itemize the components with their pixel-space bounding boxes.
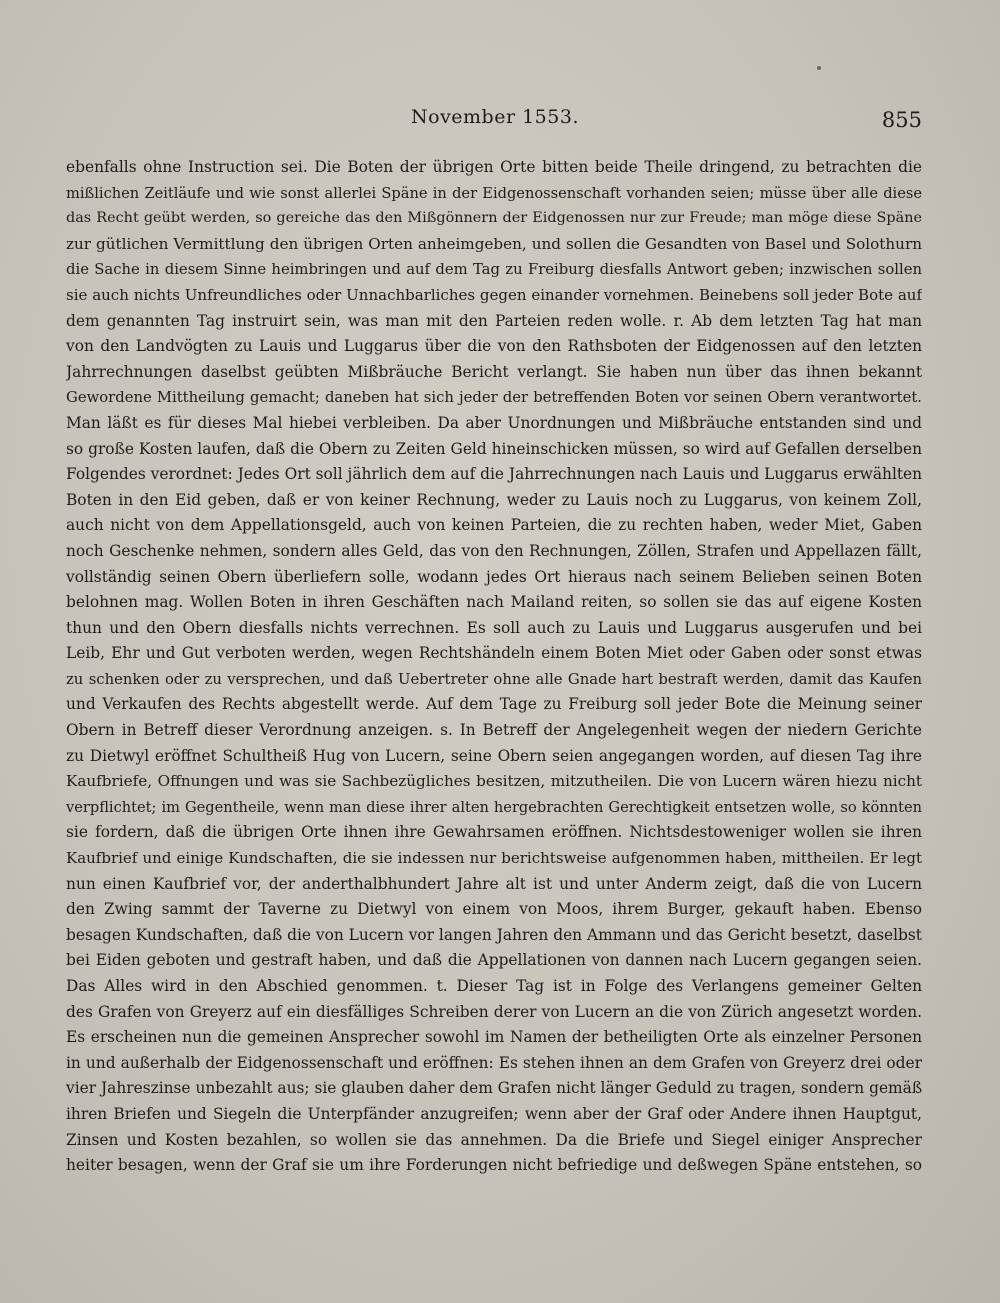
text-line: besagen Kundschaften, daß die von Lucern vor langen Jahren den Ammann und das Gericht besetzt, daselbst: [66, 925, 922, 944]
text-line: mißlichen Zeitläufe und wie sonst allerlei Späne in der Eidgenossenschaft vorhanden seien; müsse über alle diese: [66, 184, 922, 202]
text-line: das Recht geübt werden, so gereiche das den Mißgönnern der Eidgenossen nur zur Freude; man möge diese Späne: [66, 210, 922, 227]
text-line: Jahrrechnungen daselbst geübten Mißbräuche Bericht verlangt. Sie haben nun über das ihnen bekannt: [66, 362, 922, 381]
paper-speck: [817, 66, 821, 70]
text-line: Leib, Ehr und Gut verboten werden, wegen Rechtshändeln einem Boten Miet oder Gaben oder sonst etwas: [66, 644, 922, 663]
text-line: Folgendes verordnet: Jedes Ort soll jährlich dem auf die Jahrrechnungen nach Lauis und Luggarus erwählten: [66, 465, 922, 484]
text-line: sie auch nichts Unfreundliches oder Unnachbarliches gegen einander vornehmen. Beinebens soll jeder Bote auf: [66, 285, 922, 304]
text-line: in und außerhalb der Eidgenossenschaft und eröffnen: Es stehen ihnen an dem Grafen von Greyerz drei oder: [66, 1053, 922, 1072]
text-line: die Sache in diesem Sinne heimbringen und auf dem Tag zu Freiburg diesfalls Antwort geben; inzwischen sollen: [66, 261, 922, 279]
text-line: den Zwing sammt der Taverne zu Dietwyl von einem von Moos, ihrem Burger, gekauft haben. Ebenso: [66, 900, 922, 919]
text-line: zu schenken oder zu versprechen, und daß Uebertreter ohne alle Gnade hart bestraft werden, damit das Kaufen: [66, 670, 922, 688]
text-line: noch Geschenke nehmen, sondern alles Geld, das von den Rechnungen, Zöllen, Strafen und Appellazen fällt,: [66, 541, 922, 560]
running-title: November 1553.: [411, 106, 579, 128]
text-line: des Grafen von Greyerz auf ein diesfälliges Schreiben derer von Lucern an die von Zürich angesetzt worden.: [66, 1002, 922, 1021]
text-line: Boten in den Eid geben, daß er von keiner Rechnung, weder zu Lauis noch zu Luggarus, von keinem Zoll,: [66, 490, 922, 509]
text-line: vier Jahreszinse unbezahlt aus; sie glauben daher dem Grafen nicht länger Geduld zu tragen, sondern gemäß: [66, 1079, 922, 1098]
text-line: Kaufbriefe, Offnungen und was sie Sachbezügliches besitzen, mitzutheilen. Die von Lucern wären hiezu nicht: [66, 772, 922, 791]
text-line: Zinsen und Kosten bezahlen, so wollen sie das annehmen. Da die Briefe und Siegel einiger Ansprecher: [66, 1130, 922, 1149]
text-line: Kaufbrief und einige Kundschaften, die sie indessen nur berichtsweise aufgenommen haben, mittheilen. Er legt: [66, 849, 922, 868]
text-line: sie fordern, daß die übrigen Orte ihnen ihre Gewahrsamen eröffnen. Nichtsdestoweniger wollen sie ihren: [66, 823, 922, 842]
text-line: zu Dietwyl eröffnet Schultheiß Hug von Lucern, seine Obern seien angegangen worden, auf diesen Tag ihre: [66, 746, 922, 765]
text-line: belohnen mag. Wollen Boten in ihren Geschäften nach Mailand reiten, so sollen sie das auf eigene Kosten: [66, 593, 922, 612]
text-line: zur gütlichen Vermittlung den übrigen Orten anheimgeben, und sollen die Gesandten von Basel und Solothurn: [66, 234, 922, 253]
text-line: Obern in Betreff dieser Verordnung anzeigen. s. In Betreff der Angelegenheit wegen der niedern Gerichte: [66, 721, 922, 740]
text-line: auch nicht von dem Appellationsgeld, auch von keinen Parteien, die zu rechten haben, weder Miet, Gaben: [66, 516, 922, 535]
running-head: [66, 106, 924, 136]
text-line: Gewordene Mittheilung gemacht; daneben hat sich jeder der betreffenden Boten vor seinen Obern verantwortet.: [66, 389, 922, 407]
text-line: dem genannten Tag instruirt sein, was man mit den Parteien reden wolle. r. Ab dem letzten Tag hat man: [66, 311, 922, 330]
text-line: vollständig seinen Obern überliefern solle, wodann jedes Ort hieraus nach seinem Belieben seinen Boten: [66, 567, 922, 586]
text-line: so große Kosten laufen, daß die Obern zu Zeiten Geld hineinschicken müssen, so wird auf Gefallen derselben: [66, 439, 922, 458]
text-line: Man läßt es für dieses Mal hiebei verbleiben. Da aber Unordnungen und Mißbräuche entstanden sind und: [66, 413, 922, 432]
text-line: nun einen Kaufbrief vor, der anderthalbhundert Jahre alt ist und unter Anderm zeigt, daß die von Lucern: [66, 874, 922, 893]
text-line: ihren Briefen und Siegeln die Unterpfänder anzugreifen; wenn aber der Graf oder Andere ihnen Hauptgut,: [66, 1104, 922, 1123]
text-line: ebenfalls ohne Instruction sei. Die Boten der übrigen Orte bitten beide Theile dringend, zu betrachten die: [66, 158, 922, 176]
text-line: heiter besagen, wenn der Graf sie um ihre Forderungen nicht befriedige und deßwegen Späne entstehen, so: [66, 1156, 922, 1175]
text-line: von den Landvögten zu Lauis und Luggarus über die von den Rathsboten der Eidgenossen auf den letzten: [66, 337, 922, 356]
text-line: Es erscheinen nun die gemeinen Ansprecher sowohl im Namen der betheiligten Orte als einzelner Personen: [66, 1028, 922, 1047]
text-line: Das Alles wird in den Abschied genommen. t. Dieser Tag ist in Folge des Verlangens gemeiner Gelten: [66, 977, 922, 995]
body-text: [66, 155, 922, 1179]
page-number: 855: [881, 108, 922, 132]
text-line: und Verkaufen des Rechts abgestellt werde. Auf dem Tage zu Freiburg soll jeder Bote die Meinung seiner: [66, 695, 922, 714]
text-line: verpflichtet; im Gegentheile, wenn man diese ihrer alten hergebrachten Gerechtigkeit entsetzen wolle, so könnten: [66, 798, 922, 816]
text-line: thun und den Obern diesfalls nichts verrechnen. Es soll auch zu Lauis und Luggarus ausgerufen und bei: [66, 618, 922, 637]
text-line: bei Eiden geboten und gestraft haben, und daß die Appellationen von dannen nach Lucern gegangen seien.: [66, 951, 922, 970]
